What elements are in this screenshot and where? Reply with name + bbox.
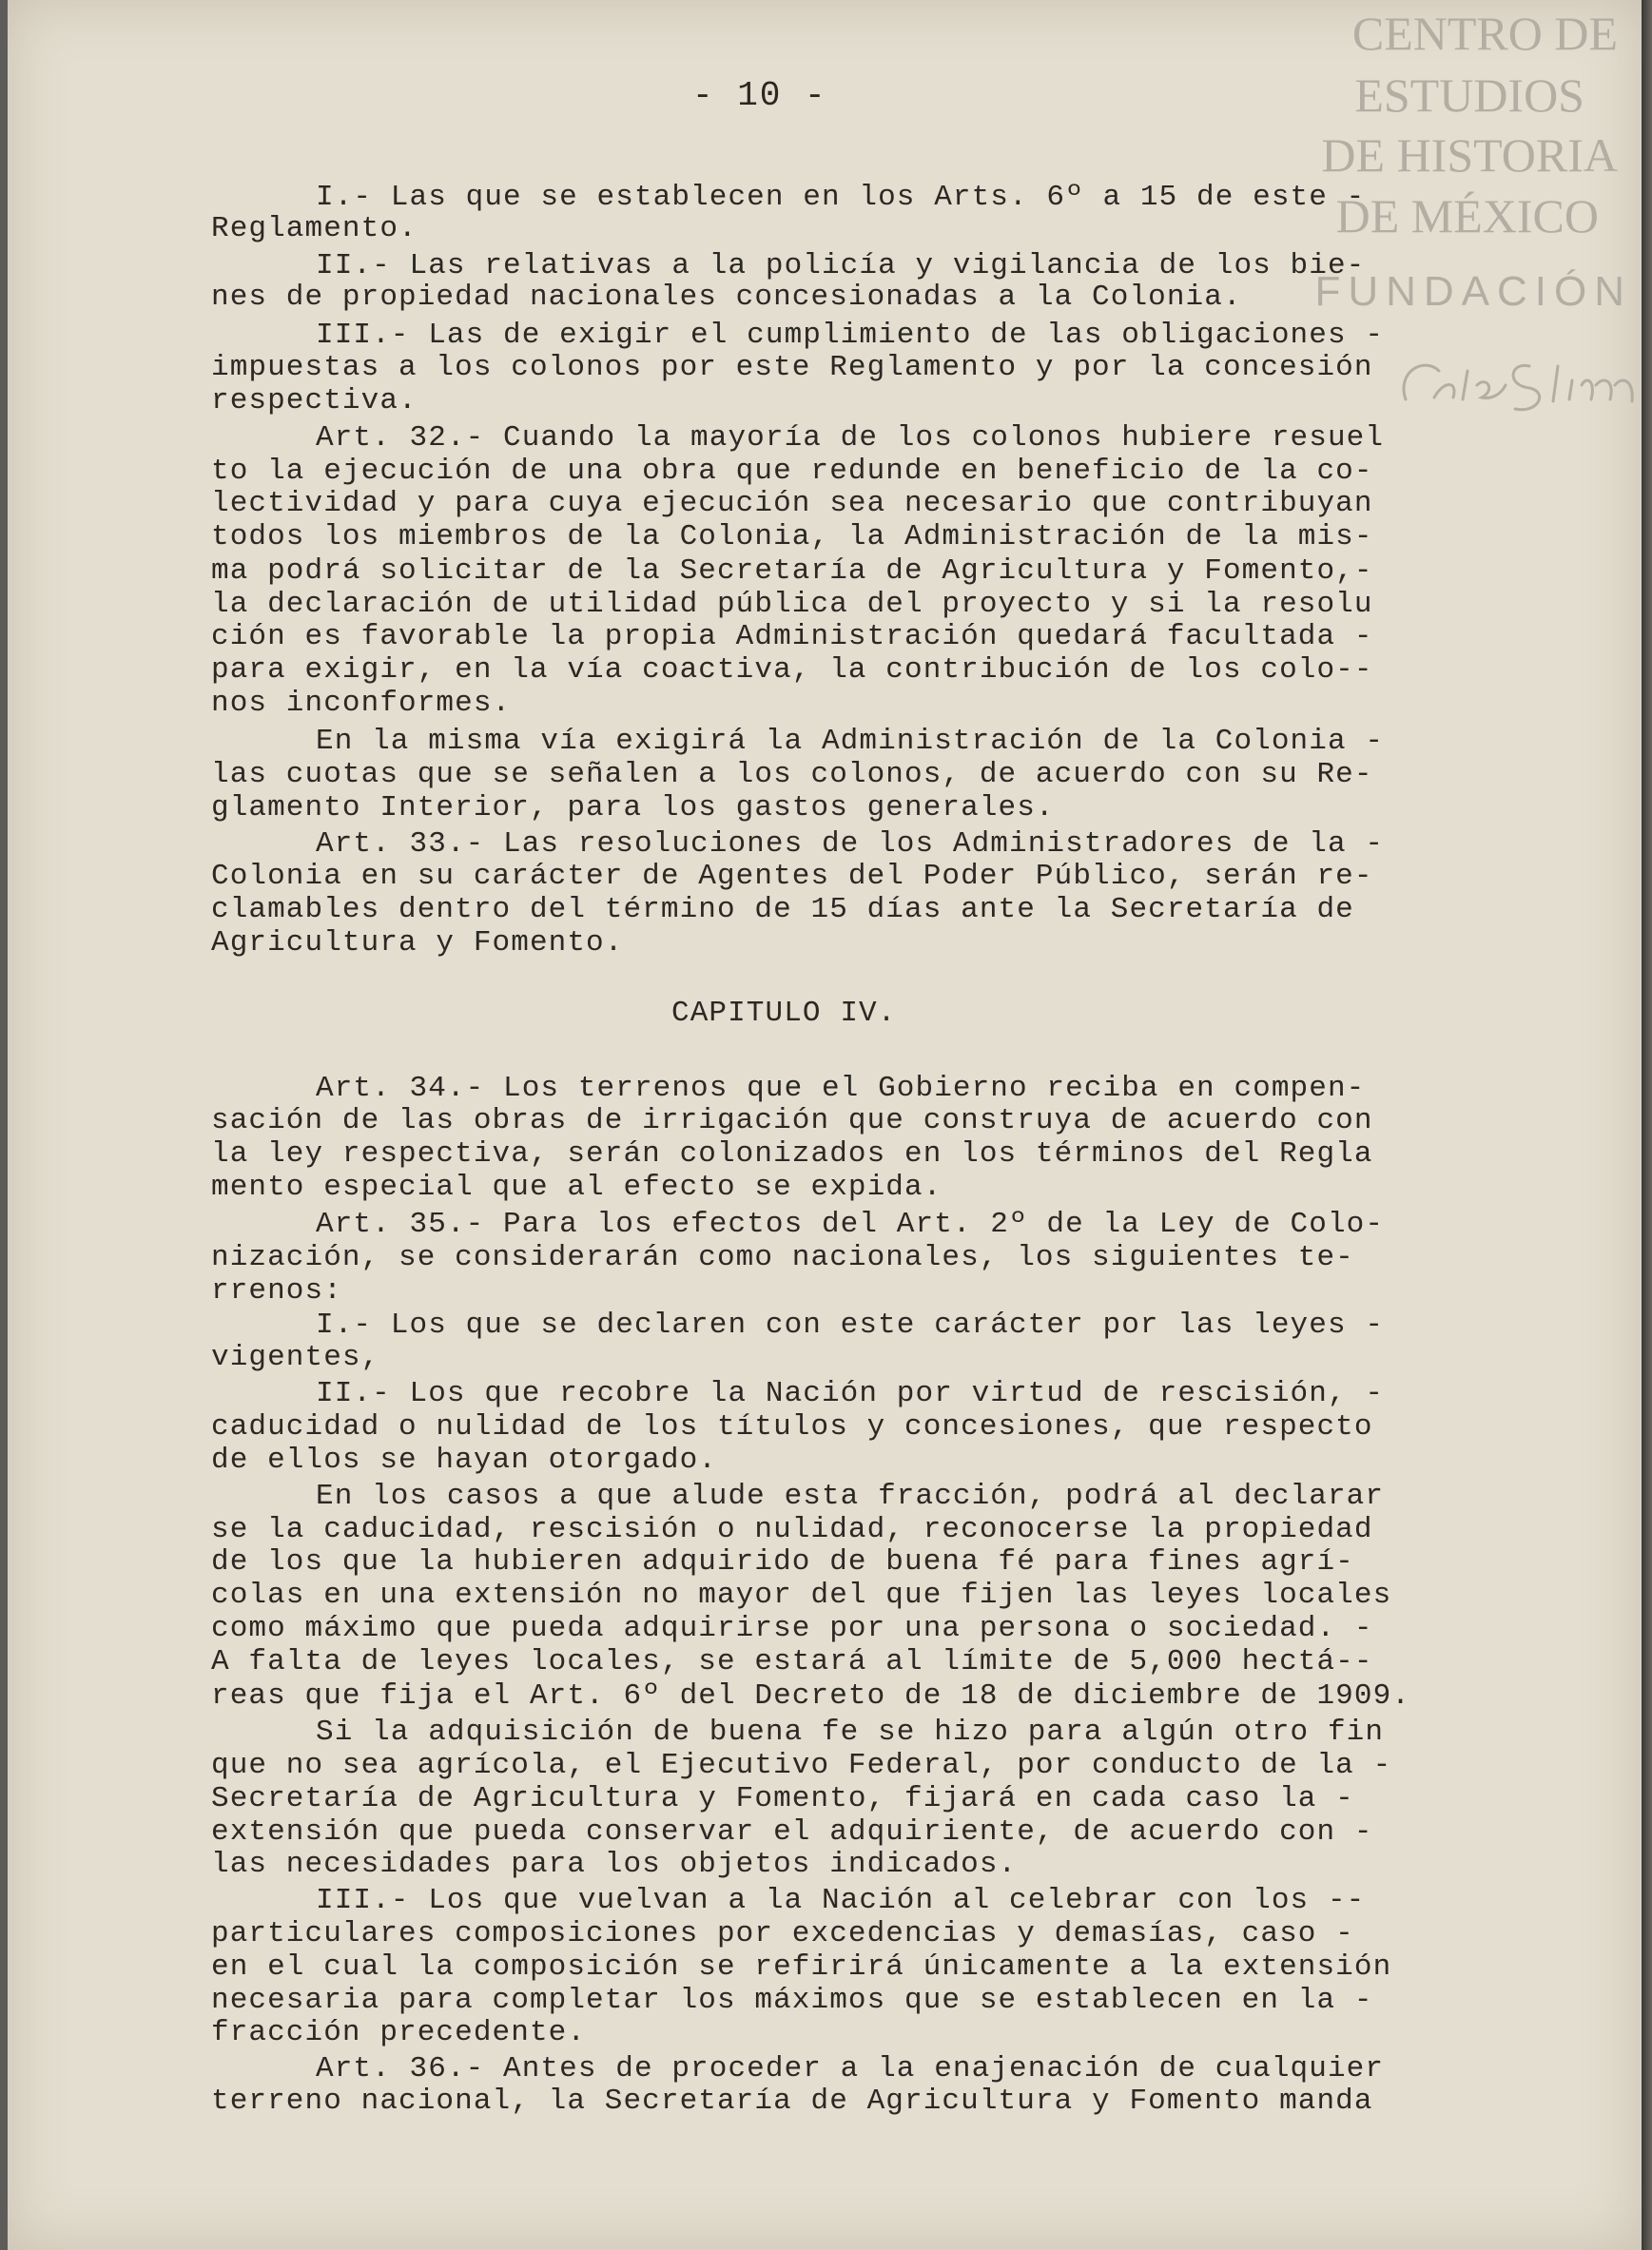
- text-line: ción es favorable la propia Administración quedará facultada -: [211, 620, 1373, 653]
- text-line: Art. 34.- Los terrenos que el Gobierno reciba en compen-: [316, 1072, 1366, 1105]
- watermark-line-4: DE MÉXICO: [1335, 189, 1599, 242]
- text-line: de los que la hubieren adquirido de buena fé para fines agrí-: [211, 1545, 1354, 1579]
- text-line: las cuotas que se señalen a los colonos, de acuerdo con su Re-: [211, 758, 1373, 791]
- watermark-signature: [1387, 342, 1652, 428]
- text-line: I.- Las que se establecen en los Arts. 6º a 15 de este -: [316, 181, 1366, 214]
- text-line: II.- Las relativas a la policía y vigilancia de los bie-: [316, 249, 1366, 282]
- text-line: de ellos se hayan otorgado.: [211, 1444, 717, 1477]
- text-line: como máximo que pueda adquirirse por una persona o sociedad. -: [211, 1612, 1373, 1645]
- text-line: Art. 32.- Cuando la mayoría de los colonos hubiere resuel: [316, 421, 1385, 455]
- text-line: A falta de leyes locales, se estará al límite de 5,000 hectá--: [211, 1645, 1373, 1678]
- watermark-line-2: ESTUDIOS: [1354, 68, 1584, 122]
- watermark-foundation: FUNDACIÓN: [1314, 268, 1632, 315]
- text-line: extensión que pueda conservar el adquiriente, de acuerdo con -: [211, 1815, 1373, 1849]
- text-line: Si la adquisición de buena fe se hizo para algún otro fin: [316, 1716, 1385, 1749]
- text-line: respectiva.: [211, 384, 418, 417]
- text-line: sación de las obras de irrigación que construya de acuerdo con: [211, 1104, 1373, 1137]
- text-line: reas que fija el Art. 6º del Decreto de 18 de diciembre de 1909.: [211, 1679, 1410, 1713]
- document-page: [8, 0, 1642, 2250]
- text-line: III.- Los que vuelvan a la Nación al celebrar con los --: [316, 1884, 1366, 1917]
- text-line: fracción precedente.: [211, 2016, 587, 2049]
- text-line: Art. 33.- Las resoluciones de los Administradores de la -: [316, 827, 1385, 861]
- text-line: III.- Las de exigir el cumplimiento de las obligaciones -: [316, 319, 1385, 352]
- text-line: impuestas a los colonos por este Reglamento y por la concesión: [211, 351, 1373, 384]
- text-line: en el cual la composición se refirirá únicamente a la extensión: [211, 1950, 1392, 1984]
- text-line: rrenos:: [211, 1274, 342, 1308]
- text-line: mento especial que al efecto se expida.: [211, 1171, 943, 1204]
- text-line: Secretaría de Agricultura y Fomento, fijará en cada caso la -: [211, 1782, 1354, 1815]
- text-line: ma podrá solicitar de la Secretaría de Agricultura y Fomento,-: [211, 554, 1373, 588]
- page-number: - 10 -: [692, 76, 827, 115]
- scan-edge: [1642, 0, 1652, 2250]
- text-line: glamento Interior, para los gastos generales.: [211, 791, 1055, 824]
- text-line: la declaración de utilidad pública del proyecto y si la resolu: [211, 588, 1373, 621]
- text-line: Art. 36.- Antes de proceder a la enajenación de cualquier: [316, 2052, 1385, 2085]
- watermark-line-1: CENTRO DE: [1351, 7, 1618, 60]
- text-line: to la ejecución de una obra que redunde en beneficio de la co-: [211, 455, 1373, 488]
- text-line: vigentes,: [211, 1341, 380, 1374]
- text-line: En la misma vía exigirá la Administración de la Colonia -: [316, 725, 1385, 758]
- text-line: Agricultura y Fomento.: [211, 926, 624, 960]
- text-line: nización, se considerarán como nacionales, los siguientes te-: [211, 1241, 1354, 1274]
- text-line: necesaria para completar los máximos que se establecen en la -: [211, 1984, 1373, 2017]
- chapter-heading: CAPITULO IV.: [671, 997, 897, 1030]
- text-line: las necesidades para los objetos indicados.: [211, 1848, 1018, 1881]
- text-line: I.- Los que se declaren con este carácter por las leyes -: [316, 1309, 1385, 1342]
- text-line: lectividad y para cuya ejecución sea necesario que contribuyan: [211, 487, 1373, 520]
- text-line: caducidad o nulidad de los títulos y concesiones, que respecto: [211, 1410, 1373, 1444]
- text-line: terreno nacional, la Secretaría de Agricultura y Fomento manda: [211, 2085, 1373, 2118]
- text-line: que no sea agrícola, el Ejecutivo Federal, por conducto de la -: [211, 1749, 1392, 1782]
- text-line: colas en una extensión no mayor del que fijen las leyes locales: [211, 1579, 1392, 1612]
- text-line: particulares composiciones por excedencias y demasías, caso -: [211, 1917, 1354, 1950]
- text-line: todos los miembros de la Colonia, la Administración de la mis-: [211, 520, 1373, 553]
- text-line: nos inconformes.: [211, 687, 512, 720]
- text-line: Reglamento.: [211, 212, 418, 245]
- text-line: nes de propiedad nacionales concesionadas a la Colonia.: [211, 281, 1242, 314]
- watermark-line-3: DE HISTORIA: [1321, 128, 1618, 182]
- text-line: II.- Los que recobre la Nación por virtud de rescisión, -: [316, 1377, 1385, 1410]
- text-line: la ley respectiva, serán colonizados en los términos del Regla: [211, 1137, 1373, 1171]
- text-line: Art. 35.- Para los efectos del Art. 2º de la Ley de Colo-: [316, 1208, 1385, 1241]
- text-line: Colonia en su carácter de Agentes del Poder Público, serán re-: [211, 860, 1373, 893]
- text-line: clamables dentro del término de 15 días ante la Secretaría de: [211, 893, 1354, 926]
- text-line: para exigir, en la vía coactiva, la contribución de los colo--: [211, 653, 1373, 687]
- text-line: se la caducidad, rescisión o nulidad, reconocerse la propiedad: [211, 1513, 1373, 1546]
- text-line: En los casos a que alude esta fracción, podrá al declarar: [316, 1480, 1385, 1513]
